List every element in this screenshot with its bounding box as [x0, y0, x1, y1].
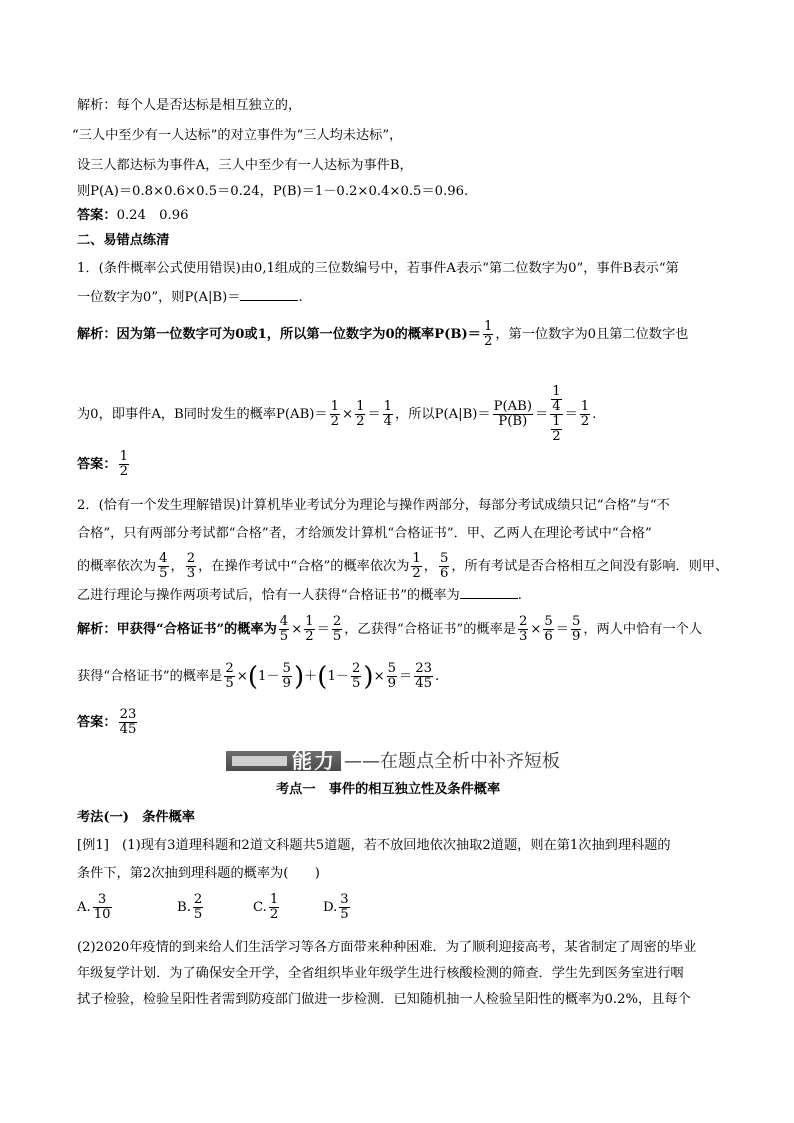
- fraction: $\frac{1}{2}$: [483, 319, 493, 349]
- q1-solution-text-4: ，所以P(A|B)＝: [395, 407, 491, 422]
- q2-solution-line-1: [77, 615, 702, 644]
- q2-solution-text-3: ，两人中恰有一个人: [583, 622, 703, 637]
- option-a: A. $\frac{3}{10}$: [77, 892, 111, 922]
- equals-sign: ＝: [316, 622, 330, 637]
- fraction: $\frac{2}{5}$: [332, 614, 342, 644]
- example-text: [例1] (1)现有3道理科题和2道文科题共5道题，若不放回地依次抽取2道题，则在第1次抽到理科题的: [77, 838, 671, 853]
- q2-text-2: ，在操作考试中“合格”的概率依次为: [198, 559, 410, 574]
- example-line-2: 条件下，第2次抽到理科题的概率为( ): [77, 866, 320, 881]
- q1-solution-text-2: ，第一位数字为0且第二位数字也: [495, 327, 689, 342]
- fraction: $\frac{23}{45}$: [415, 661, 432, 691]
- number-one: 1: [327, 669, 336, 684]
- times-sign: ×: [342, 407, 354, 422]
- fraction-pab-over-pb: $\frac{P(AB)}{P(B)}$: [493, 399, 532, 429]
- example-line-1: [77, 836, 671, 856]
- fraction: $\frac{2}{3}$: [518, 614, 528, 644]
- answer-label: 答案：: [77, 715, 117, 730]
- q2-line-3: [77, 552, 728, 581]
- fraction: $\frac{1}{2}$: [305, 614, 314, 644]
- q1-solution-text-3: 为0，即事件A，B同时发生的概率P(AB)＝: [77, 407, 328, 422]
- analysis-line-4: 则P(A)＝0.8×0.6×0.5＝0.24，P(B)＝1－0.2×0.4×0.5＝0.96.: [77, 184, 469, 199]
- answer-blank: [460, 584, 518, 599]
- q1-solution-line-1: [77, 320, 688, 349]
- equals-sign: ＝: [555, 622, 569, 637]
- example-part2-line-1: (2)2020年疫情的到来给人们生活学习等各方面带来种种困难．为了顺利迎接高考，某省制定了周密的毕业: [77, 940, 697, 955]
- q2-period: .: [517, 588, 522, 603]
- analysis-line-3: 设三人都达标为事件A，三人中至少有一人达标为事件B，: [77, 158, 413, 173]
- comma: ，: [423, 559, 437, 574]
- q1-solution-line-2: [77, 385, 596, 444]
- q1-line-1: 1．(条件概率公式使用错误)由0,1组成的三位数编号中，若事件A表示“第二位数字为0”，事件B表示“第: [77, 261, 679, 276]
- minus-sign: －: [335, 669, 350, 684]
- banner-bar-highlight: [232, 756, 287, 766]
- fraction: $\frac{5}{6}$: [544, 614, 553, 644]
- section-title: 二、易错点练清: [77, 233, 170, 248]
- fraction: $\frac{23}{45}$: [119, 707, 137, 737]
- equals-sign: ＝: [399, 669, 413, 684]
- close-paren: ): [293, 661, 305, 692]
- q1-line-2: [77, 286, 303, 308]
- minus-sign: －: [266, 669, 280, 684]
- q2-solution-line-2: [77, 662, 439, 691]
- option-d: D. $\frac{3}{5}$: [323, 892, 349, 922]
- plus-sign: ＋: [304, 669, 318, 684]
- section-banner: [226, 748, 566, 774]
- fraction: $\frac{5}{9}$: [571, 614, 581, 644]
- q2-solution-text: 解析：甲获得“合格证书”的概率为: [77, 622, 277, 637]
- fraction: $\frac{5}{9}$: [387, 661, 397, 691]
- fraction: $\frac{5}{6}$: [439, 551, 449, 581]
- fraction: $\frac{2}{5}$: [225, 661, 234, 691]
- answer-label: 答案：: [77, 457, 117, 472]
- times-sign: ×: [236, 669, 248, 684]
- complex-fraction: $\frac{\frac{1}{4}}{\frac{1}{2}}$: [552, 384, 561, 444]
- q2-answer-line: [77, 708, 139, 737]
- fraction: $\frac{1}{2}$: [580, 399, 590, 429]
- q1-period-2: .: [592, 407, 597, 422]
- q2-solution-text-4: 获得“合格证书”的概率是: [77, 669, 223, 684]
- fraction: $\frac{1}{2}$: [356, 399, 365, 429]
- equals-sign: ＝: [367, 407, 381, 422]
- open-paren: (: [247, 661, 258, 692]
- analysis-line-2: “三人中至少有一人达标”的对立事件为“三人均未达标”，: [72, 128, 403, 143]
- answer-label: 答案：: [77, 208, 117, 223]
- example-part2-line-2: 年级复学计划．为了确保安全开学，全省组织毕业年级学生进行核酸检测的筛查．学生先到医务室进行咽: [77, 966, 684, 981]
- q2-text-4: 乙进行理论与操作两项考试后，恰有一人获得“合格证书”的概率为: [77, 588, 460, 603]
- q1-solution-text: 解析：因为第一位数字可为0或1，所以第一位数字为0的概率P(B)＝: [77, 327, 481, 342]
- analysis-line-1: 解析：每个人是否达标是相互独立的，: [77, 98, 302, 113]
- fraction: $\frac{1}{2}$: [119, 449, 128, 479]
- fraction: $\frac{1}{2}$: [330, 399, 339, 429]
- fraction: $\frac{1}{2}$: [412, 551, 421, 581]
- fraction: $\frac{2}{3}$: [186, 551, 196, 581]
- q1-period: .: [298, 290, 303, 305]
- times-sign: ×: [530, 622, 542, 637]
- times-sign: ×: [373, 669, 385, 684]
- fraction: $\frac{5}{9}$: [282, 661, 291, 691]
- q1-text: 一位数字为0”，则P(A|B)＝: [77, 290, 241, 305]
- number-one: 1: [257, 669, 267, 684]
- q1-answer-line: [77, 450, 131, 479]
- example-part2-line-3: 拭子检验，检验呈阳性者需到防疫部门做进一步检测．已知随机抽一人检验呈阳性的概率为0.2%，且每个: [77, 992, 691, 1007]
- q2-line-4: [77, 584, 522, 606]
- close-paren: ): [363, 661, 374, 692]
- banner-subtitle: ——在题点全析中补齐短板: [344, 751, 560, 772]
- comma: ，: [170, 559, 184, 574]
- fraction: $\frac{4}{5}$: [279, 614, 289, 644]
- fraction: $\frac{2}{5}$: [352, 661, 361, 691]
- q2-line-1: 2．(恰有一个发生理解错误)计算机毕业考试分为理论与操作两部分，每部分考试成绩只记“合格”与“不: [77, 498, 670, 513]
- times-sign: ×: [291, 622, 303, 637]
- banner-word: 能力: [292, 749, 336, 773]
- q2-solution-text-2: ，乙获得“合格证书”的概率是: [344, 622, 516, 637]
- answer-blank: [240, 286, 298, 301]
- equals-sign: ＝: [535, 407, 549, 422]
- q2-text-3: ，所有考试是否合格相互之间没有影响．则甲、: [451, 559, 729, 574]
- equals-sign: ＝: [564, 407, 578, 422]
- option-b: B. $\frac{2}{5}$: [177, 892, 203, 922]
- method-heading: 考法(一) 条件概率: [77, 810, 195, 825]
- answer-value: 0.24 0.96: [116, 208, 189, 223]
- q2-period-2: .: [434, 669, 440, 684]
- fraction: $\frac{4}{5}$: [159, 551, 168, 581]
- q2-line-2: 合格”，只有两部分考试都“合格”者，才给颁发计算机“合格证书”．甲、乙两人在理论考试中“合格”: [77, 526, 652, 541]
- answer-line: [77, 206, 188, 226]
- fraction: $\frac{1}{4}$: [383, 399, 393, 429]
- q2-text: 的概率依次为: [77, 559, 157, 574]
- option-c: C. $\frac{1}{2}$: [253, 892, 279, 922]
- topic-heading: 考点一 事件的相互独立性及条件概率: [276, 782, 501, 797]
- open-paren: (: [317, 661, 328, 692]
- options-row: [77, 893, 393, 922]
